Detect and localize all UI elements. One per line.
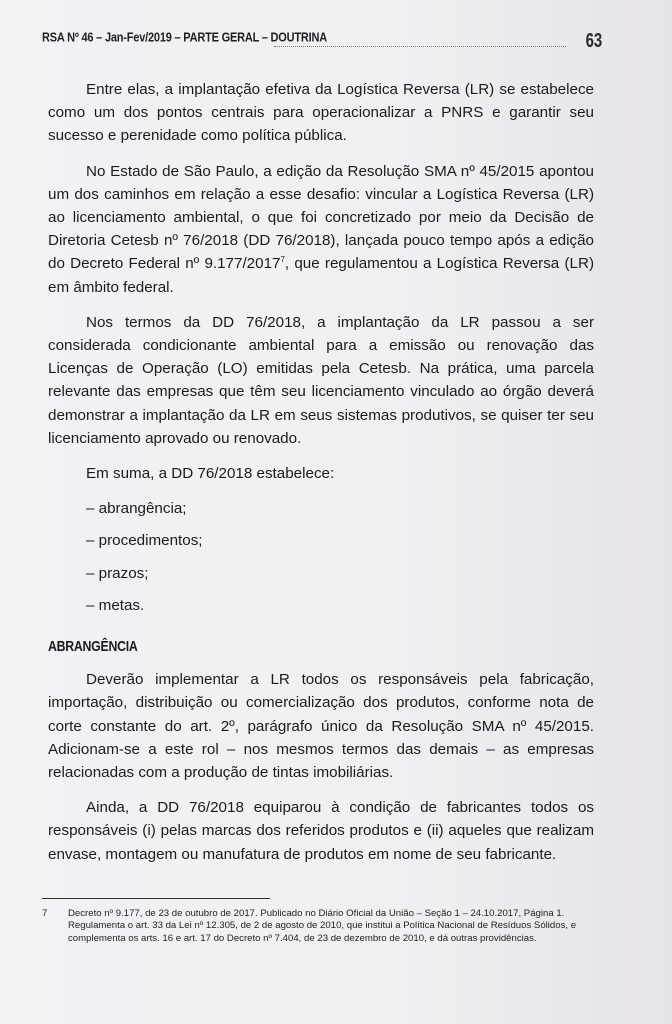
footnote-number: 7 <box>42 908 48 919</box>
section-title: ABRANGÊNCIA <box>48 638 138 656</box>
paragraph-3: Nos termos da DD 76/2018, a implantação da LR passou a ser considerada condicionante ambiental para a emissão ou renovação das Licenças de Operação (LO) emitidas pela Cetesb. Na prática, uma parcela relevante das empresas que têm seu licenciamento vinculado ao órgão deverá demonstrar a implantação da LR em seus sistemas produtivos, se quiser ter seu licenciamento aprovado ou renovado. <box>48 313 594 447</box>
paragraph-2-text-start: No Estado de São Paulo, a edição da Resolução SMA nº 45/2015 apontou um dos caminhos em relação a esse desafio: vincular a Logística Reversa (LR) ao licenciamento ambiental, o que foi concretizado por meio da Decisão de Diretoria Cetesb nº 76/2018 (DD 76/2018), lançada pouco tempo após a edição do Decreto Federal nº 9.177/2017 <box>48 162 594 273</box>
footnote <box>42 908 590 945</box>
footnote-text: Decreto nº 9.177, de 23 de outubro de 2017. Publicado no Diário Oficial da União – Seção 1 – 24.10.2017, Página 1. Regulamenta o art. 33 da Lei nº 12.305, de 2 de agosto de 2010, que institui a Política Nacional de Resíduos Sólidos, e complementa os arts. 16 e art. 17 do Decreto nº 7.404, de 23 de dezembro de 2010, e dá outras providências. <box>68 908 577 944</box>
list-item: – procedimentos; <box>86 532 203 550</box>
list-item: – prazos; <box>86 564 149 582</box>
header-dotted-rule <box>274 46 566 47</box>
running-head: RSA Nº 46 – Jan-Fev/2019 – PARTE GERAL – DOUTRINA <box>42 31 327 45</box>
paragraph-2-text-end: , que regulamentou a Logística Reversa (LR) em âmbito federal. <box>48 255 594 296</box>
page-header <box>42 24 602 58</box>
footnote-reference[interactable]: 7 <box>280 255 285 265</box>
paragraph-6: Ainda, a DD 76/2018 equiparou à condição de fabricantes todos os responsáveis (i) pelas marcas dos referidos produtos e (ii) aqueles que realizam envase, montagem ou manufatura de produtos em nome de seu fabricante. <box>48 799 594 863</box>
paragraph-5: Deverão implementar a LR todos os responsáveis pela fabricação, importação, distribuição ou comercialização dos produtos, conforme nota de corte constante do art. 2º, parágrafo único da Resolução SMA nº 45/2015. Adicionam-se a este rol – nos mesmos termos das demais – as empresas relacionadas com a produção de tintas imobiliárias. <box>48 671 594 782</box>
paragraph-1: Entre elas, a implantação efetiva da Logística Reversa (LR) se estabelece como um dos pontos centrais para operacionalizar a PNRS e garantir seu sucesso e perenidade como política pública. <box>48 81 594 145</box>
page-number: 63 <box>585 30 602 52</box>
footnote-divider <box>42 898 270 899</box>
body-text <box>48 78 594 878</box>
paragraph-4: Em suma, a DD 76/2018 estabelece: <box>86 465 335 483</box>
paragraph-2 <box>48 160 594 299</box>
list-item: – metas. <box>86 596 145 614</box>
list-item: – abrangência; <box>86 500 187 518</box>
